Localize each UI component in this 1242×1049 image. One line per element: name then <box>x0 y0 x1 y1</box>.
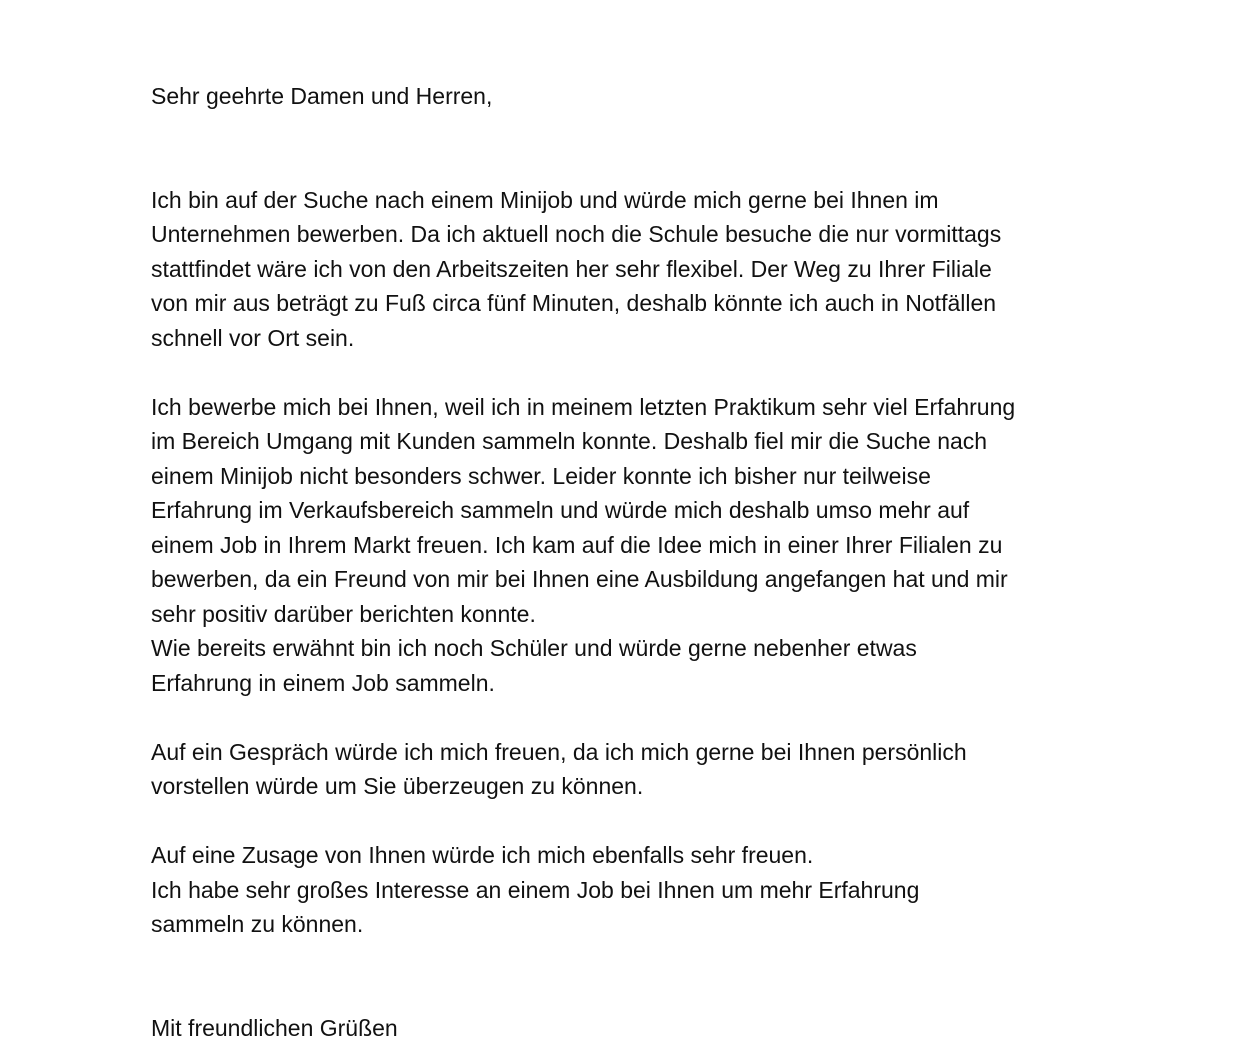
paragraph-line: Ich bewerbe mich bei Ihnen, weil ich in meinem letzten Praktikum sehr viel Erfahrung <box>151 393 1016 420</box>
closing: Mit freundlichen Grüßen <box>151 1014 398 1041</box>
spacer <box>151 804 1111 839</box>
paragraph-line: Unternehmen bewerben. Da ich aktuell noch die Schule besuche die nur vormittags <box>151 221 1002 247</box>
paragraph-line: einem Job in Ihrem Markt freuen. Ich kam auf die Idee mich in einer Ihrer Filialen zu <box>151 531 1003 558</box>
spacer <box>151 355 1111 390</box>
paragraph-line: schnell vor Ort sein. <box>151 324 355 351</box>
paragraph-line: sammeln zu können. <box>151 911 364 937</box>
letter-body <box>151 79 1111 1045</box>
paragraph-1 <box>151 183 1111 356</box>
paragraph-2 <box>151 390 1111 701</box>
paragraph-line: Ich habe sehr großes Interesse an einem Job bei Ihnen um mehr Erfahrung <box>151 876 920 903</box>
paragraph-line: im Bereich Umgang mit Kunden sammeln konnte. Deshalb fiel mir die Suche nach <box>151 428 988 454</box>
paragraph-line: sehr positiv darüber berichten konnte. <box>151 600 536 627</box>
paragraph-line: von mir aus beträgt zu Fuß circa fünf Minuten, deshalb könnte ich auch in Notfällen <box>151 290 997 316</box>
paragraph-line: Erfahrung im Verkaufsbereich sammeln und würde mich deshalb umso mehr auf <box>151 497 970 523</box>
paragraph-line: Erfahrung in einem Job sammeln. <box>151 669 495 696</box>
salutation: Sehr geehrte Damen und Herren, <box>151 83 493 109</box>
paragraph-line: bewerben, da ein Freund von mir bei Ihnen eine Ausbildung angefangen hat und mir <box>151 566 1008 592</box>
paragraph-line: Auf eine Zusage von Ihnen würde ich mich ebenfalls sehr freuen. <box>151 842 814 868</box>
spacer <box>151 700 1111 735</box>
paragraph-line: Ich bin auf der Suche nach einem Minijob und würde mich gerne bei Ihnen im <box>151 186 939 213</box>
spacer <box>151 114 1111 183</box>
paragraph-line: Auf ein Gespräch würde ich mich freuen, da ich mich gerne bei Ihnen persönlich <box>151 738 967 765</box>
paragraph-line: einem Minijob nicht besonders schwer. Leider konnte ich bisher nur teilweise <box>151 462 931 489</box>
paragraph-4 <box>151 838 1111 942</box>
paragraph-line: stattfindet wäre ich von den Arbeitszeiten her sehr flexibel. Der Weg zu Ihrer Filiale <box>151 255 992 282</box>
paragraph-line: vorstellen würde um Sie überzeugen zu können. <box>151 773 644 799</box>
paragraph-line: Wie bereits erwähnt bin ich noch Schüler und würde gerne nebenher etwas <box>151 635 917 661</box>
paragraph-3 <box>151 735 1111 804</box>
spacer <box>151 942 1111 1011</box>
